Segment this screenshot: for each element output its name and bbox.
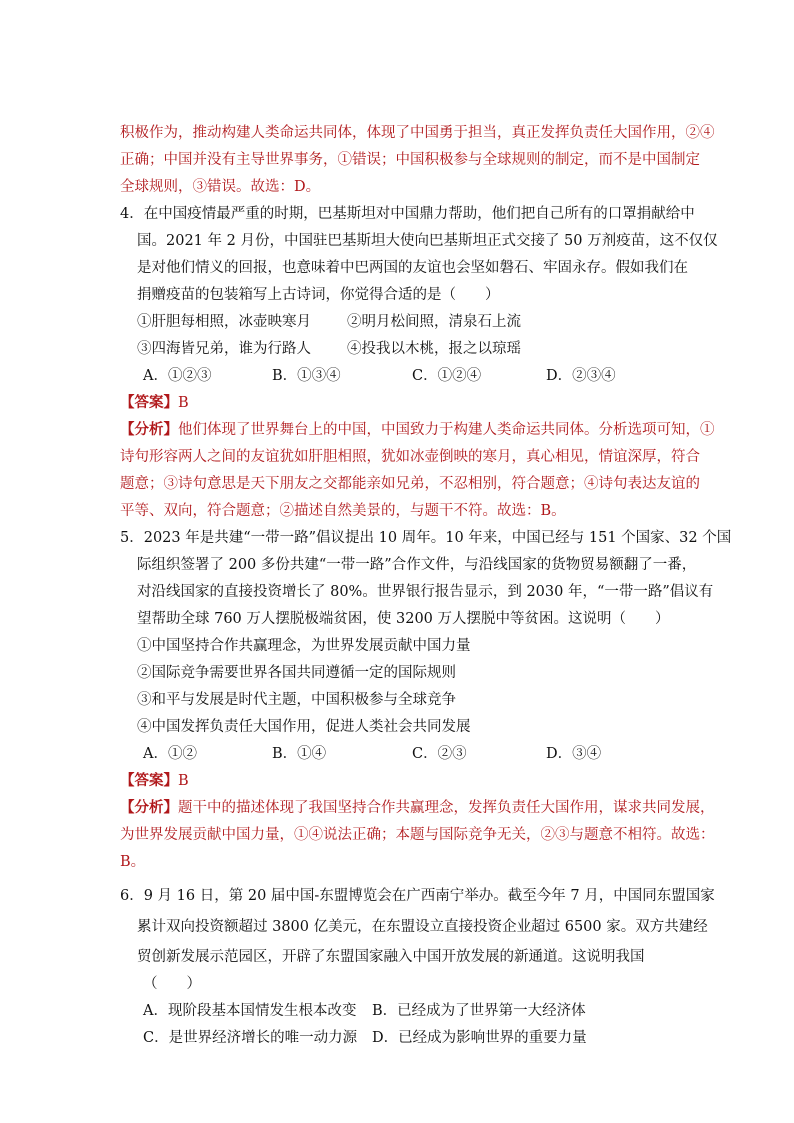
q5-analysis-line-3: B。 (120, 854, 146, 870)
q5-answer-tag: 【答案】 (120, 772, 178, 789)
q4-item-4: ④投我以木桃，报之以琼瑶 (347, 341, 521, 357)
q5-option-b: B．①④ (272, 746, 327, 762)
q6-stem-line-4: （ ） (143, 976, 201, 992)
q4-stem-line-4: 捐赠疫苗的包装箱写上古诗词，你觉得合适的是（ ） (137, 287, 500, 303)
q5-option-d: D．③④ (546, 746, 602, 762)
q5-item-2: ②国际竞争需要世界各国共同遵循一定的国际规则 (137, 665, 456, 681)
q4-analysis-text-1: 他们体现了世界舞台上的中国，中国致力于构建人类命运共同体。分析选项可知，① (178, 422, 715, 438)
q6-option-b: B．已经成为了世界第一大经济体 (372, 1003, 586, 1019)
q6-stem-line-2: 累计双向投资额超过 3800 亿美元，在东盟设立直接投资企业超过 6500 家。双方共建经 (137, 919, 708, 935)
q4-answer (120, 393, 189, 413)
q5-analysis-line-1 (120, 798, 715, 818)
q5-option-a: A．①② (143, 746, 197, 762)
q4-answer-tag: 【答案】 (120, 394, 178, 411)
prev-analysis-line-3: 全球规则，③错误。故选：D。 (120, 179, 321, 195)
q5-stem-line-4: 望帮助全球 760 万人摆脱极端贫困，使 3200 万人摆脱中等贫困。这说明（ ） (137, 611, 670, 627)
q4-analysis-line-2: 诗句形容两人之间的友谊犹如肝胆相照，犹如冰壶倒映的寒月，真心相见，情谊深厚，符合 (120, 449, 700, 465)
q5-answer-value: B (178, 773, 189, 789)
q5-stem-line-1: 5．2023 年是共建“一带一路”倡议提出 10 周年。10 年来，中国已经与 151 个国家、32 个国 (120, 530, 732, 546)
q4-analysis-line-1 (120, 420, 715, 440)
q5-item-4: ④中国发挥负责任大国作用，促进人类社会共同发展 (137, 719, 471, 735)
q4-stem-line-2: 国。2021 年 2 月份，中国驻巴基斯坦大使向巴基斯坦正式交接了 50 万剂疫苗，这不仅仅 (137, 233, 718, 249)
q5-analysis-text-1: 题干中的描述体现了我国坚持合作共赢理念，发挥负责任大国作用，谋求共同发展， (178, 800, 715, 816)
q5-item-3: ③和平与发展是时代主题，中国积极参与全球竞争 (137, 692, 456, 708)
q5-stem-line-3: 对沿线国家的直接投资增长了 80%。世界银行报告显示，到 2030 年，“一带一路”倡议有 (137, 584, 714, 600)
q6-option-d: D．已经成为影响世界的重要力量 (372, 1030, 587, 1046)
q4-stem-line-3: 是对他们情义的回报，也意味着中巴两国的友谊也会坚如磐石、牢固永存。假如我们在 (137, 260, 688, 276)
q4-stem-line-1: 4．在中国疫情最严重的时期，巴基斯坦对中国鼎力帮助，他们把自己所有的口罩捐献给中 (120, 206, 695, 222)
q6-option-c: C．是世界经济增长的唯一动力源 (143, 1030, 358, 1046)
q5-stem-line-2: 际组织签署了 200 多份共建“一带一路”合作文件，与沿线国家的货物贸易额翻了一番， (137, 557, 697, 573)
q4-answer-value: B (178, 395, 189, 411)
q4-item-2: ②明月松间照，清泉石上流 (347, 314, 521, 330)
q4-option-a: A．①②③ (143, 368, 212, 384)
q5-analysis-line-2: 为世界发展贡献中国力量，①④说法正确；本题与国际竞争无关，②③与题意不相符。故选： (120, 827, 715, 843)
q4-item-3: ③四海皆兄弟，谁为行路人 (137, 341, 311, 357)
q4-item-1: ①肝胆每相照，冰壶映寒月 (137, 314, 311, 330)
q4-option-d: D．②③④ (546, 368, 616, 384)
q4-analysis-line-3: 题意；③诗句意思是天下朋友之交都能亲如兄弟，不忍相别，符合题意；④诗句表达友谊的 (120, 476, 700, 492)
q4-option-b: B．①③④ (272, 368, 341, 384)
q5-item-1: ①中国坚持合作共赢理念，为世界发展贡献中国力量 (137, 638, 471, 654)
q4-analysis-tag: 【分析】 (120, 421, 178, 438)
q5-answer (120, 771, 189, 791)
prev-analysis-line-2: 正确；中国并没有主导世界事务，①错误；中国积极参与全球规则的制定，而不是中国制定 (120, 152, 700, 168)
q6-stem-line-1: 6．9 月 16 日，第 20 届中国-东盟博览会在广西南宁举办。截至今年 7 月，中国同东盟国家 (120, 888, 715, 904)
q6-option-a: A．现阶段基本国情发生根本改变 (143, 1003, 357, 1019)
prev-analysis-line-1: 积极作为，推动构建人类命运共同体，体现了中国勇于担当，真正发挥负责任大国作用，②④ (120, 125, 715, 141)
q4-option-c: C．①②④ (412, 368, 482, 384)
q6-stem-line-3: 贸创新发展示范园区，开辟了东盟国家融入中国开放发展的新通道。这说明我国 (137, 949, 645, 965)
q5-option-c: C．②③ (412, 746, 467, 762)
q5-analysis-tag: 【分析】 (120, 799, 178, 816)
q4-analysis-line-4: 平等、双向，符合题意；②描述自然美景的，与题干不符。故选：B。 (120, 503, 566, 519)
